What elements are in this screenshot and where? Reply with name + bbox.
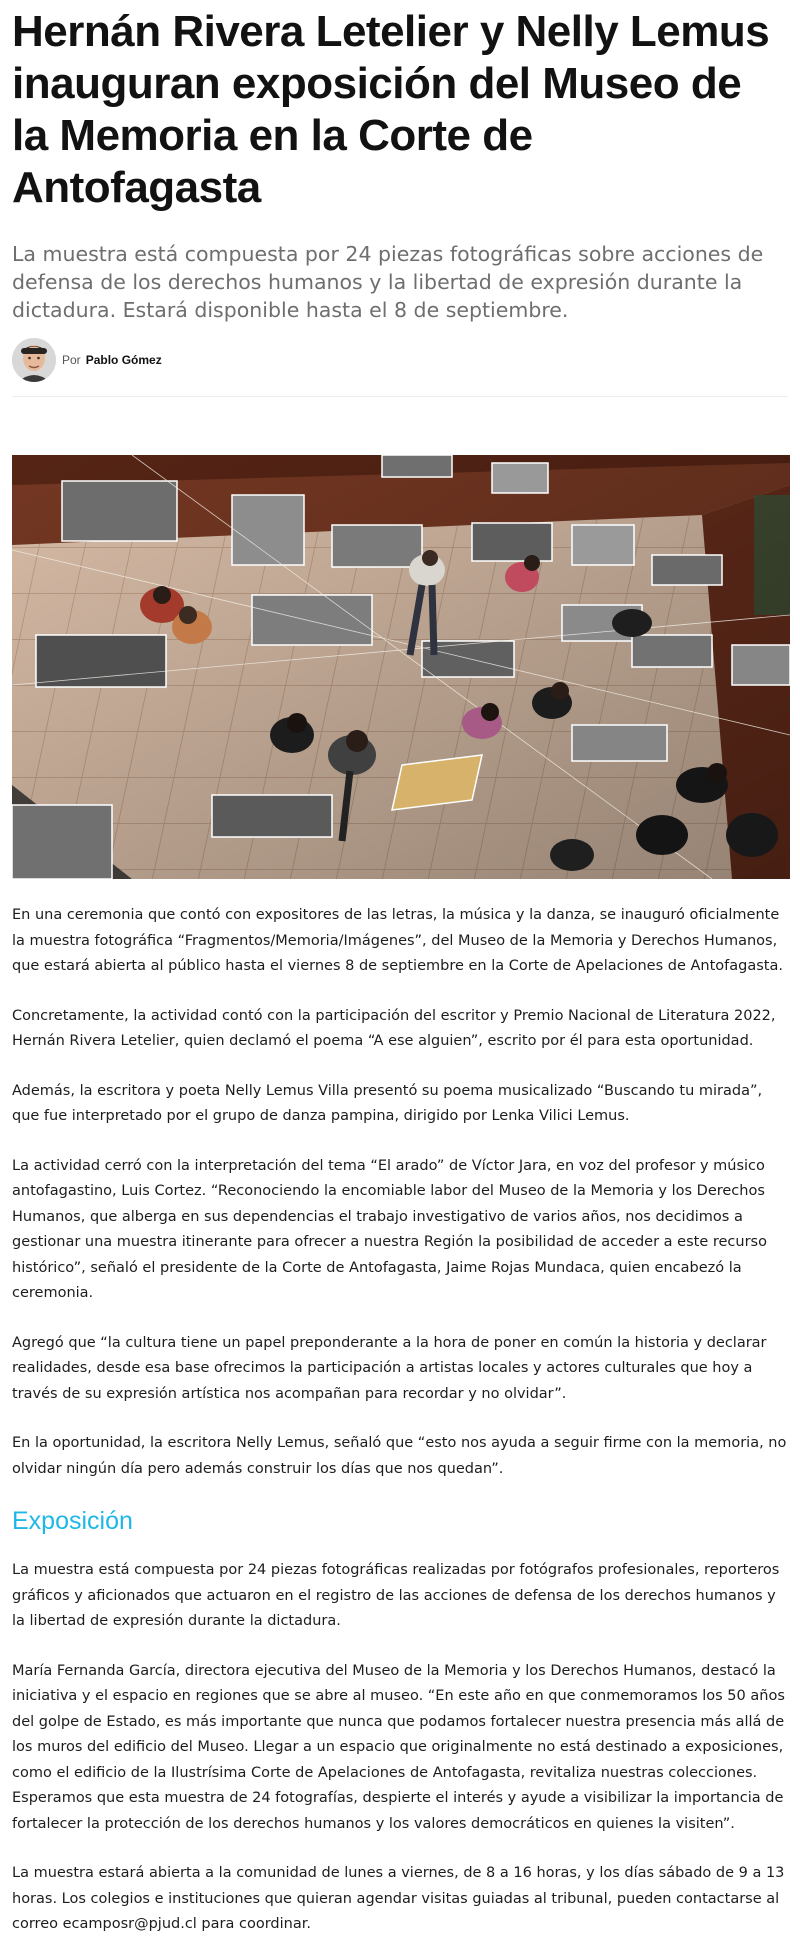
author-name[interactable]: Pablo Gómez <box>85 353 162 367</box>
article-paragraph: Agregó que “la cultura tiene un papel preponderante a la hora de poner en común la historia y declarar realidades, desde esa base ofrecimos la participación a artistas locales y actores culturales que hoy a través de su expresión artística nos acompañan para recordar y no olvidar”. <box>12 1334 767 1402</box>
exhibition-photo-icon <box>12 455 790 879</box>
byline-prefix: Por <box>62 353 81 367</box>
article-body <box>12 903 788 1938</box>
author-avatar[interactable] <box>12 338 56 382</box>
article-title: Hernán Rivera Letelier y Nelly Lemus inauguran exposición del Museo de la Memoria en la Corte de Antofagasta <box>12 7 770 212</box>
byline <box>12 336 788 384</box>
article-container <box>0 6 800 1938</box>
article-paragraph: La actividad cerró con la interpretación del tema “El arado” de Víctor Jara, en voz del profesor y músico antofagastino, Luis Cortez. “Reconociendo la encomiable labor del Museo de la Memoria y los Derechos Humanos, que alberga en sus dependencias el trabajo investigativo de varios años, nos decidimos a gestionar una muestra itinerante para ofrecer a nuestra Región la posibilidad de acceder a este recurso histórico”, señaló el presidente de la Corte de Antofagasta, Jaime Rojas Mundaca, quien encabezó la ceremonia. <box>12 1157 767 1301</box>
avatar-photo-icon <box>12 338 56 382</box>
article-paragraph: En la oportunidad, la escritora Nelly Lemus, señaló que “esto nos ayuda a seguir firme con la memoria, no olvidar ningún día pero además construir los días que nos quedan”. <box>12 1435 787 1477</box>
header-divider <box>12 396 788 397</box>
article-paragraph: La muestra está compuesta por 24 piezas fotográficas realizadas por fotógrafos profesionales, reporteros gráficos y aficionados que actuaron en el registro de las acciones de defensa de los derechos humanos y la libertad de expresión durante la dictadura. <box>12 1562 780 1629</box>
article-paragraph: La muestra estará abierta a la comunidad de lunes a viernes, de 8 a 16 horas, y los días sábado de 9 a 13 horas. Los colegios e instituciones que quieran agendar visitas guiadas al tribunal, pueden contactarse al correo ecamposr@pjud.cl para coordinar. <box>12 1865 785 1932</box>
hero-image <box>12 455 790 879</box>
section-heading: Exposición <box>12 1507 133 1535</box>
article-paragraph: Concretamente, la actividad contó con la participación del escritor y Premio Nacional de Literatura 2022, Hernán Rivera Letelier, quien declamó el poema “A ese alguien”, escrito por él para esta oportunidad. <box>12 1007 776 1049</box>
article-paragraph: Además, la escritora y poeta Nelly Lemus Villa presentó su poema musicalizado “Buscando tu mirada”, que fue interpretado por el grupo de danza pampina, dirigido por Lenka Vilici Lemus. <box>12 1082 763 1124</box>
article-paragraph: María Fernanda García, directora ejecutiva del Museo de la Memoria y los Derechos Humanos, destacó la iniciativa y el espacio en regiones que se abre al museo. “En este año en que conmemoramos los 50 años del golpe de Estado, es más importante que nunca que podamos fortalecer nuestra presencia más allá de los muros del edificio del Museo. Llegar a un espacio que originalmente no está destinado a exposiciones, como el edificio de la Ilustrísima Corte de Apelaciones de Antofagasta, revitaliza nuestras colecciones. Esperamos que esta muestra de 24 fotografías, despierte el interés y ayude a visibilizar la importancia de fortalecer la protección de los derechos humanos y los valores democráticos en quienes la visiten”. <box>12 1662 785 1832</box>
article-subtitle: La muestra está compuesta por 24 piezas fotográficas sobre acciones de defensa de los derechos humanos y la libertad de expresión durante la dictadura. Estará disponible hasta el 8 de septiembre. <box>12 242 764 322</box>
article-paragraph: En una ceremonia que contó con expositores de las letras, la música y la danza, se inauguró oficialmente la muestra fotográfica “Fragmentos/Memoria/Imágenes”, del Museo de la Memoria y Derechos Humanos, que estará abierta al público hasta el viernes 8 de septiembre en la Corte de Apelaciones de Antofagasta. <box>12 907 783 974</box>
